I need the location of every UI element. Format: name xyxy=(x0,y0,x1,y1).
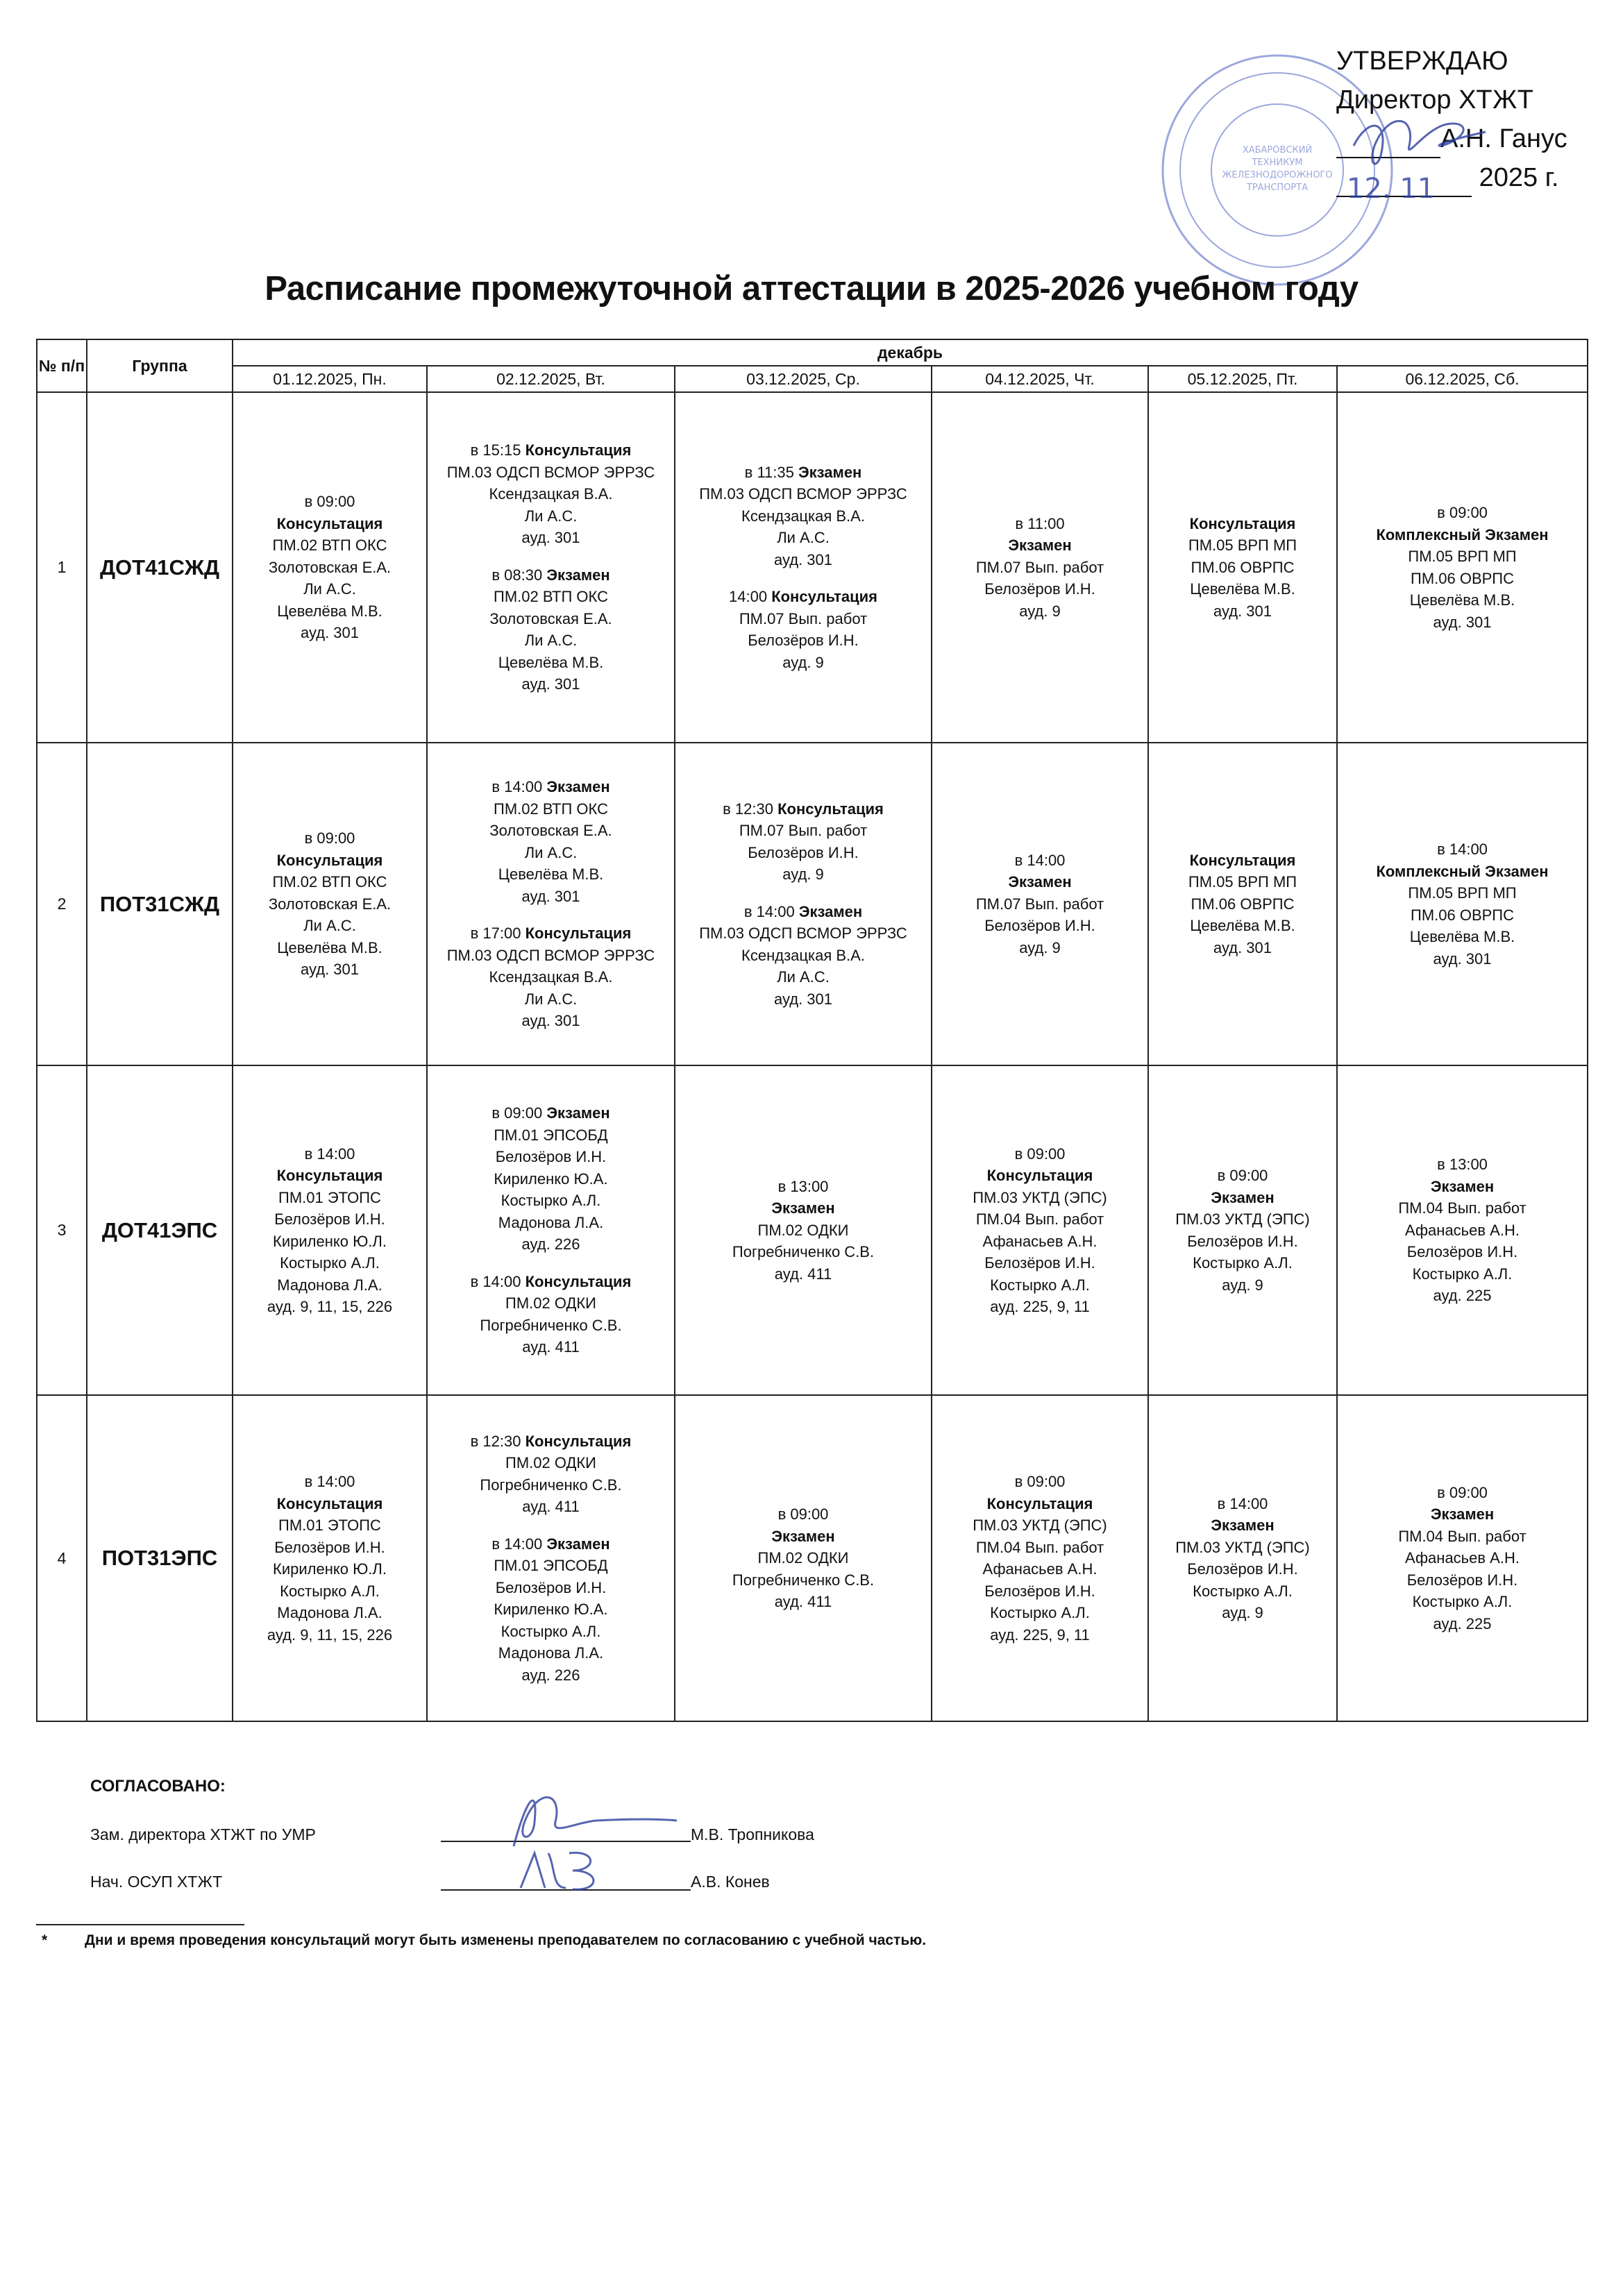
schedule-event xyxy=(233,827,426,981)
schedule-event xyxy=(675,1176,931,1285)
event-detail: Ли А.С. xyxy=(524,843,578,861)
schedule-cell xyxy=(1148,743,1337,1065)
event-time-type xyxy=(428,1533,674,1555)
event-type: Консультация xyxy=(276,1167,383,1184)
event-type: Консультация xyxy=(525,441,632,459)
event-detail: ПМ.05 ВРП МП xyxy=(1408,884,1517,902)
event-detail: Костырко А.Л. xyxy=(990,1276,1090,1294)
date-header: 01.12.2025, Пн. xyxy=(233,366,427,392)
schedule-cell xyxy=(932,743,1148,1065)
event-time: в 11:35 xyxy=(744,463,798,481)
event-time-type xyxy=(675,798,931,820)
event-detail: ПМ.07 Вып. работ xyxy=(975,895,1104,913)
footnote xyxy=(42,1932,926,1949)
event-detail: ПМ.02 ВТП ОКС xyxy=(494,800,608,818)
event-type: Консультация xyxy=(276,514,383,532)
event-detail: Цевелёва М.В. xyxy=(498,866,604,884)
svg-text:ТЕХНИКУМ: ТЕХНИКУМ xyxy=(1252,158,1303,168)
event-type: Экзамен xyxy=(1008,537,1072,555)
schedule-event xyxy=(1149,850,1336,959)
schedule-event xyxy=(932,1471,1147,1646)
event-detail: в 09:00 xyxy=(304,829,355,847)
event-detail: Цевелёва М.В. xyxy=(1190,917,1295,935)
event-time-type xyxy=(675,462,931,484)
footnote-rule xyxy=(36,1924,244,1925)
event-detail: ПМ.04 Вып. работ xyxy=(1398,1527,1527,1545)
schedule-cell xyxy=(427,1395,675,1721)
event-detail: Афанасьев А.Н. xyxy=(982,1232,1098,1250)
event-detail: Белозёров И.Н. xyxy=(495,1578,607,1596)
schedule-cell xyxy=(1337,392,1588,743)
event-detail: Золотовская Е.А. xyxy=(268,895,392,913)
event-detail: Костырко А.Л. xyxy=(501,1192,601,1210)
event-time: в 14:00 xyxy=(491,778,547,796)
group-name: ПОТ31СЖД xyxy=(87,743,233,1065)
schedule-event xyxy=(932,1143,1147,1318)
event-detail: ПМ.04 Вып. работ xyxy=(975,1210,1104,1228)
event-detail: ауд. 301 xyxy=(521,887,580,905)
event-detail: ауд. 9 xyxy=(1222,1276,1263,1294)
event-detail: Белозёров И.Н. xyxy=(1187,1232,1298,1250)
schedule-event xyxy=(428,1430,674,1518)
event-type: Экзамен xyxy=(1211,1188,1275,1206)
event-detail: Белозёров И.Н. xyxy=(1187,1560,1298,1578)
event-detail: Костырко А.Л. xyxy=(990,1604,1090,1621)
director-signature xyxy=(1340,104,1499,208)
event-detail: ПМ.01 ЭПСОБД xyxy=(494,1126,608,1144)
event-detail: Белозёров И.Н. xyxy=(748,632,859,650)
table-row xyxy=(37,743,1588,1065)
head-name: А.В. Конев xyxy=(691,1873,770,1891)
date-header-row xyxy=(37,366,1588,392)
event-type: Экзамен xyxy=(1211,1517,1275,1534)
event-detail: ауд. 301 xyxy=(300,624,360,642)
event-time-type xyxy=(428,776,674,798)
event-detail: Ксендзацкая В.А. xyxy=(489,968,613,986)
schedule-table xyxy=(36,339,1588,1722)
schedule-cell xyxy=(932,1065,1148,1395)
approval-line-1: УТВЕРЖДАЮ xyxy=(1336,47,1508,76)
event-detail: в 11:00 xyxy=(1015,514,1065,532)
event-detail: Кириленко Ю.Л. xyxy=(273,1560,387,1578)
event-detail: Золотовская Е.А. xyxy=(489,822,612,840)
event-detail: ПМ.01 ЭТОПС xyxy=(278,1188,381,1206)
event-detail: Ли А.С. xyxy=(777,529,830,547)
event-detail: в 09:00 xyxy=(1014,1473,1066,1490)
event-time: в 14:00 xyxy=(491,1535,547,1553)
row-number: 1 xyxy=(37,392,87,743)
schedule-event xyxy=(1338,1154,1587,1307)
event-detail: Мадонова Л.А. xyxy=(277,1276,382,1294)
event-type: Экзамен xyxy=(798,463,862,481)
event-detail: Костырко А.Л. xyxy=(280,1254,380,1272)
event-time: в 17:00 xyxy=(470,925,525,943)
schedule-event xyxy=(675,798,931,886)
event-time: 14:00 xyxy=(729,588,772,606)
director-name: А.Н. Ганус xyxy=(1440,124,1567,153)
schedule-event xyxy=(428,1271,674,1358)
event-detail: ПМ.02 ОДКИ xyxy=(757,1549,849,1567)
event-detail: ауд. 226 xyxy=(521,1666,580,1684)
page-title: Расписание промежуточной аттестации в 2025-2026 учебном году xyxy=(264,270,1359,307)
schedule-body xyxy=(37,392,1588,1721)
row-number: 4 xyxy=(37,1395,87,1721)
event-detail: Мадонова Л.А. xyxy=(498,1644,604,1662)
event-time-type xyxy=(428,564,674,586)
event-time-type xyxy=(675,586,931,608)
event-detail: Цевелёва М.В. xyxy=(498,653,604,671)
event-time-type xyxy=(428,1102,674,1124)
event-detail: Золотовская Е.А. xyxy=(268,558,392,576)
schedule-cell xyxy=(1337,1065,1588,1395)
event-detail: Кириленко Ю.А. xyxy=(494,1170,608,1188)
event-detail: Белозёров И.Н. xyxy=(748,843,859,861)
footnote-text: Дни и время проведения консультаций могут быть изменены преподавателем по согласованию с учебной частью. xyxy=(85,1932,927,1948)
event-detail: в 09:00 xyxy=(1217,1167,1268,1184)
schedule-event xyxy=(675,901,931,1011)
event-detail: ПМ.03 УКТД (ЭПС) xyxy=(973,1188,1107,1206)
event-type: Экзамен xyxy=(546,566,610,584)
schedule-event xyxy=(675,462,931,571)
event-detail: Ли А.С. xyxy=(524,632,578,650)
event-detail: ПМ.03 ОДСП ВСМОР ЭРРЗС xyxy=(699,485,907,503)
schedule-event xyxy=(1149,513,1336,623)
event-detail: ПМ.06 ОВРПС xyxy=(1191,895,1295,913)
event-detail: в 13:00 xyxy=(777,1177,829,1195)
date-header: 02.12.2025, Вт. xyxy=(427,366,675,392)
event-detail: ауд. 9 xyxy=(1019,938,1061,956)
event-detail: Цевелёва М.В. xyxy=(1409,591,1515,609)
schedule-event xyxy=(932,513,1147,623)
schedule-cell xyxy=(233,1065,427,1395)
event-detail: ПМ.06 ОВРПС xyxy=(1191,558,1295,576)
event-detail: ауд. 301 xyxy=(1213,938,1272,956)
schedule-event xyxy=(428,776,674,907)
schedule-cell xyxy=(1148,1065,1337,1395)
event-time-type xyxy=(675,901,931,923)
event-detail: ауд. 225, 9, 11 xyxy=(990,1298,1090,1315)
event-detail: Цевелёва М.В. xyxy=(1409,928,1515,945)
event-detail: в 09:00 xyxy=(1437,504,1488,521)
event-detail: Афанасьев А.Н. xyxy=(982,1560,1098,1578)
event-type: Комплексный Экзамен xyxy=(1376,525,1549,543)
event-time-type xyxy=(428,1430,674,1453)
event-type: Экзамен xyxy=(546,778,610,796)
event-detail: ауд. 301 xyxy=(773,550,833,568)
schedule-cell xyxy=(675,1065,932,1395)
event-detail: Костырко А.Л. xyxy=(1412,1265,1513,1283)
event-detail: Белозёров И.Н. xyxy=(274,1210,385,1228)
event-detail: ауд. 9 xyxy=(782,653,824,671)
svg-text:ЖЕЛЕЗНОДОРОЖНОГО: ЖЕЛЕЗНОДОРОЖНОГО xyxy=(1222,170,1333,180)
event-time-type xyxy=(428,1271,674,1293)
schedule-event xyxy=(1149,1165,1336,1296)
event-time: в 15:15 xyxy=(470,441,525,459)
date-header: 03.12.2025, Ср. xyxy=(675,366,932,392)
group-name: ПОТ31ЭПС xyxy=(87,1395,233,1721)
event-detail: Мадонова Л.А. xyxy=(277,1604,382,1621)
svg-text:ТРАНСПОРТА: ТРАНСПОРТА xyxy=(1246,183,1309,193)
schedule-cell xyxy=(427,392,675,743)
event-detail: ауд. 301 xyxy=(521,675,580,693)
event-detail: ПМ.03 УКТД (ЭПС) xyxy=(973,1517,1107,1534)
schedule-event xyxy=(428,439,674,549)
footnote-mark: * xyxy=(42,1932,48,1948)
schedule-event xyxy=(1338,502,1587,633)
event-detail: ПМ.03 УКТД (ЭПС) xyxy=(1175,1538,1310,1556)
event-time: в 14:00 xyxy=(470,1272,525,1290)
event-detail: ауд. 226 xyxy=(521,1235,580,1253)
approval-year: 2025 г. xyxy=(1479,163,1559,192)
event-detail: ПМ.06 ОВРПС xyxy=(1411,569,1514,587)
schedule-cell xyxy=(932,392,1148,743)
svg-text:ХАБАРОВСКИЙ: ХАБАРОВСКИЙ xyxy=(1242,145,1313,155)
schedule-event xyxy=(233,491,426,644)
event-detail: Цевелёва М.В. xyxy=(277,602,382,620)
table-row xyxy=(37,1065,1588,1395)
table-row xyxy=(37,1395,1588,1721)
event-type: Экзамен xyxy=(1430,1505,1495,1523)
approval-line-2: Директор ХТЖТ xyxy=(1336,85,1533,115)
event-detail: Цевелёва М.В. xyxy=(1190,580,1295,598)
date-header: 05.12.2025, Пт. xyxy=(1148,366,1337,392)
row-number: 2 xyxy=(37,743,87,1065)
event-detail: Ксендзацкая В.А. xyxy=(741,507,865,525)
event-detail: ПМ.05 ВРП МП xyxy=(1188,873,1297,891)
event-detail: Костырко А.Л. xyxy=(501,1622,601,1640)
event-detail: Костырко А.Л. xyxy=(280,1582,380,1600)
event-detail: ауд. 301 xyxy=(521,1012,580,1030)
deputy-label: Зам. директора ХТЖТ по УМР xyxy=(90,1825,316,1843)
event-time-type xyxy=(428,439,674,462)
event-detail: в 09:00 xyxy=(1014,1145,1066,1163)
event-detail: ауд. 301 xyxy=(1213,602,1272,620)
schedule-cell xyxy=(675,743,932,1065)
schedule-cell xyxy=(427,1065,675,1395)
event-detail: ПМ.02 ВТП ОКС xyxy=(494,588,608,606)
event-type: Консультация xyxy=(276,1494,383,1512)
event-detail: ПМ.03 ОДСП ВСМОР ЭРРЗС xyxy=(699,925,907,943)
event-detail: ПМ.02 ВТП ОКС xyxy=(272,537,387,555)
event-time: в 12:30 xyxy=(723,800,778,818)
event-detail: ауд. 225 xyxy=(1433,1287,1492,1305)
schedule-cell xyxy=(675,392,932,743)
event-type: Экзамен xyxy=(1008,873,1072,891)
event-detail: в 14:00 xyxy=(1217,1494,1268,1512)
event-detail: ПМ.02 ОДКИ xyxy=(505,1454,596,1472)
event-time: в 09:00 xyxy=(491,1104,547,1122)
event-detail: в 09:00 xyxy=(777,1505,829,1523)
event-detail: Костырко А.Л. xyxy=(1193,1582,1293,1600)
event-type: Консультация xyxy=(276,851,383,869)
event-detail: ауд. 9, 11, 15, 226 xyxy=(267,1298,393,1315)
event-detail: Белозёров И.Н. xyxy=(984,917,1095,935)
event-detail: ПМ.02 ОДКИ xyxy=(757,1221,849,1239)
event-detail: Костырко А.Л. xyxy=(1193,1254,1293,1272)
event-detail: ауд. 301 xyxy=(300,961,360,979)
schedule-cell xyxy=(427,743,675,1065)
event-type: Комплексный Экзамен xyxy=(1376,862,1549,880)
event-detail: ауд. 411 xyxy=(774,1593,832,1611)
event-detail: ПМ.07 Вып. работ xyxy=(975,558,1104,576)
event-type: Консультация xyxy=(525,925,632,943)
event-detail: Белозёров И.Н. xyxy=(984,580,1095,598)
event-detail: Белозёров И.Н. xyxy=(495,1148,607,1166)
event-type: Экзамен xyxy=(771,1527,835,1545)
schedule-event xyxy=(1338,838,1587,970)
event-detail: Ксендзацкая В.А. xyxy=(489,485,613,503)
schedule-event xyxy=(675,586,931,673)
schedule-event xyxy=(1338,1482,1587,1635)
schedule-event xyxy=(675,1503,931,1613)
event-detail: Белозёров И.Н. xyxy=(984,1254,1095,1272)
event-detail: ауд. 9 xyxy=(782,866,824,884)
event-detail: Золотовская Е.А. xyxy=(489,609,612,627)
event-detail: ПМ.03 ОДСП ВСМОР ЭРРЗС xyxy=(446,463,655,481)
event-detail: Белозёров И.Н. xyxy=(1406,1243,1518,1261)
event-detail: Афанасьев А.Н. xyxy=(1405,1549,1520,1567)
event-detail: ауд. 411 xyxy=(522,1498,580,1516)
table-row xyxy=(37,392,1588,743)
schedule-event xyxy=(428,922,674,1032)
schedule-cell xyxy=(932,1395,1148,1721)
date-header: 04.12.2025, Чт. xyxy=(932,366,1148,392)
schedule-cell xyxy=(675,1395,932,1721)
schedule-event xyxy=(428,1102,674,1256)
schedule-cell xyxy=(1337,743,1588,1065)
deputy-name: М.В. Тропникова xyxy=(691,1825,814,1843)
event-detail: ПМ.07 Вып. работ xyxy=(739,609,868,627)
event-detail: Ли А.С. xyxy=(524,507,578,525)
event-time: в 14:00 xyxy=(743,902,799,920)
event-detail: ПМ.01 ЭПСОБД xyxy=(494,1557,608,1575)
event-detail: Кириленко Ю.А. xyxy=(494,1601,608,1619)
event-detail: ПМ.07 Вып. работ xyxy=(739,822,868,840)
event-detail: в 14:00 xyxy=(1014,851,1066,869)
event-detail: ПМ.04 Вып. работ xyxy=(1398,1199,1527,1217)
event-detail: в 14:00 xyxy=(304,1145,355,1163)
schedule-event xyxy=(428,564,674,695)
event-detail: ауд. 301 xyxy=(521,529,580,547)
event-time: в 12:30 xyxy=(470,1432,525,1450)
event-type: Консультация xyxy=(525,1272,632,1290)
schedule-cell xyxy=(1148,392,1337,743)
head-signature xyxy=(514,1839,611,1898)
agreement-heading: СОГЛАСОВАНО: xyxy=(90,1777,226,1796)
event-detail: ауд. 225, 9, 11 xyxy=(990,1626,1090,1644)
event-detail: ПМ.04 Вып. работ xyxy=(975,1538,1104,1556)
schedule-event xyxy=(932,850,1147,959)
schedule-event xyxy=(1149,1493,1336,1624)
event-detail: ПМ.03 ОДСП ВСМОР ЭРРЗС xyxy=(446,946,655,964)
row-number: 3 xyxy=(37,1065,87,1395)
event-detail: Белозёров И.Н. xyxy=(274,1538,385,1556)
event-detail: в 09:00 xyxy=(1437,1483,1488,1501)
event-detail: ауд. 411 xyxy=(522,1338,580,1356)
event-detail: Погребниченко С.В. xyxy=(480,1476,622,1494)
event-detail: Кириленко Ю.Л. xyxy=(273,1232,387,1250)
event-type: Консультация xyxy=(525,1432,632,1450)
col-header-group: Группа xyxy=(87,339,233,392)
event-type: Консультация xyxy=(986,1167,1093,1184)
event-detail: ПМ.05 ВРП МП xyxy=(1188,537,1297,555)
event-type: Консультация xyxy=(1189,851,1296,869)
month-header: декабрь xyxy=(233,339,1588,366)
event-detail: ауд. 225 xyxy=(1433,1614,1492,1632)
event-detail: Погребниченко С.В. xyxy=(480,1316,622,1334)
event-detail: ПМ.01 ЭТОПС xyxy=(278,1517,381,1534)
event-detail: ауд. 9, 11, 15, 226 xyxy=(267,1626,393,1644)
event-type: Консультация xyxy=(771,588,877,606)
event-type: Консультация xyxy=(986,1494,1093,1512)
event-detail: ауд. 9 xyxy=(1222,1604,1263,1621)
col-header-num: № п/п xyxy=(37,339,87,392)
event-time: в 08:30 xyxy=(491,566,547,584)
event-detail: ауд. 301 xyxy=(1433,949,1492,968)
event-detail: Ли А.С. xyxy=(777,968,830,986)
event-detail: Погребниченко С.В. xyxy=(732,1243,875,1261)
event-detail: в 14:00 xyxy=(304,1473,355,1490)
event-detail: Белозёров И.Н. xyxy=(1406,1571,1518,1589)
event-detail: в 09:00 xyxy=(304,493,355,511)
event-detail: ПМ.02 ОДКИ xyxy=(505,1294,596,1312)
event-detail: ауд. 9 xyxy=(1019,602,1061,620)
group-name: ДОТ41ЭПС xyxy=(87,1065,233,1395)
event-detail: в 13:00 xyxy=(1437,1156,1488,1174)
group-name: ДОТ41СЖД xyxy=(87,392,233,743)
event-detail: Ли А.С. xyxy=(524,990,578,1008)
schedule-event xyxy=(233,1471,426,1646)
event-type: Консультация xyxy=(777,800,884,818)
event-detail: Погребниченко С.В. xyxy=(732,1571,875,1589)
event-type: Экзамен xyxy=(798,902,863,920)
schedule-cell xyxy=(233,743,427,1065)
event-detail: Белозёров И.Н. xyxy=(984,1582,1095,1600)
event-type: Экзамен xyxy=(546,1104,610,1122)
event-detail: Мадонова Л.А. xyxy=(498,1213,604,1231)
event-type: Экзамен xyxy=(546,1535,610,1553)
event-detail: Ксендзацкая В.А. xyxy=(741,946,865,964)
handwritten-date: 12. 11 xyxy=(1347,173,1436,205)
event-detail: ПМ.05 ВРП МП xyxy=(1408,548,1517,565)
event-time-type xyxy=(428,922,674,945)
event-type: Экзамен xyxy=(1430,1177,1495,1195)
event-detail: ПМ.03 УКТД (ЭПС) xyxy=(1175,1210,1310,1228)
event-type: Экзамен xyxy=(771,1199,835,1217)
event-detail: Костырко А.Л. xyxy=(1412,1593,1513,1611)
event-detail: ПМ.06 ОВРПС xyxy=(1411,906,1514,924)
event-detail: Ли А.С. xyxy=(303,580,356,598)
schedule-cell xyxy=(1337,1395,1588,1721)
event-detail: Афанасьев А.Н. xyxy=(1405,1221,1520,1239)
event-detail: ауд. 411 xyxy=(774,1265,832,1283)
event-detail: ауд. 301 xyxy=(773,990,833,1008)
event-detail: Цевелёва М.В. xyxy=(277,938,382,956)
schedule-event xyxy=(428,1533,674,1687)
schedule-event xyxy=(233,1143,426,1318)
schedule-cell xyxy=(1148,1395,1337,1721)
head-label: Нач. ОСУП ХТЖТ xyxy=(90,1873,223,1891)
event-detail: в 14:00 xyxy=(1437,841,1488,858)
event-type: Консультация xyxy=(1189,514,1296,532)
schedule-cell xyxy=(233,392,427,743)
date-header: 06.12.2025, Сб. xyxy=(1337,366,1588,392)
event-detail: ауд. 301 xyxy=(1433,613,1492,631)
event-detail: ПМ.02 ВТП ОКС xyxy=(272,873,387,891)
schedule-cell xyxy=(233,1395,427,1721)
event-detail: Ли А.С. xyxy=(303,917,356,935)
